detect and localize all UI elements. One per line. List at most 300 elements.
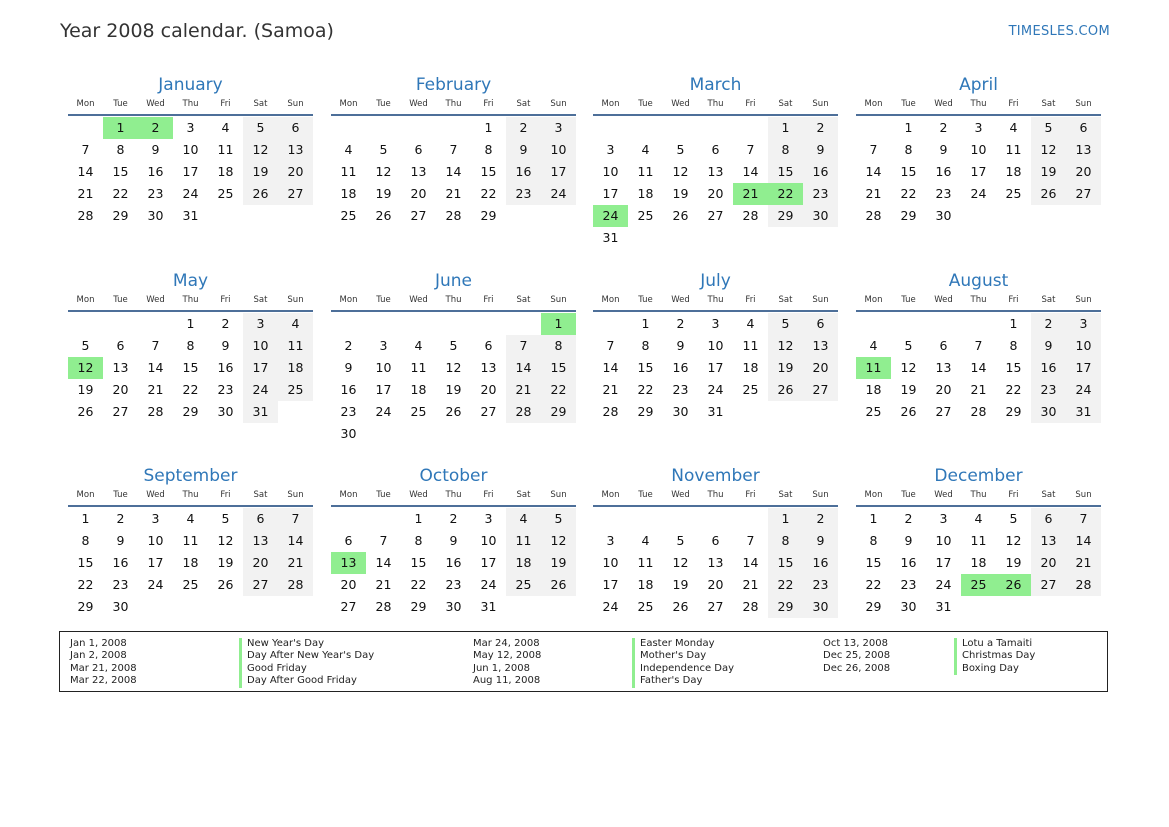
weekday-label: Fri — [220, 295, 231, 305]
day-cell: 21 — [147, 382, 164, 397]
day-cell: 7 — [449, 142, 458, 157]
day-cell: 29 — [112, 208, 129, 223]
empty-cell — [593, 313, 628, 335]
day-cell: 5 — [676, 142, 685, 157]
weekday-label: Fri — [745, 490, 756, 500]
day-cell: 19 — [217, 555, 234, 570]
day-cell: 7 — [869, 142, 878, 157]
day-cell: 1 — [484, 120, 493, 135]
legend-holiday-name: New Year's Day — [239, 638, 374, 650]
day-cell: 14 — [147, 360, 164, 375]
day-cell: 26 — [77, 404, 94, 419]
day-cell: 5 — [81, 338, 90, 353]
day-cell: 1 — [414, 511, 423, 526]
day-cell: 8 — [116, 142, 125, 157]
weekday-label: Mon — [601, 490, 620, 500]
weekday-label: Tue — [113, 99, 128, 109]
empty-cell — [733, 117, 768, 139]
holiday-day-cell: 2 — [138, 117, 173, 139]
day-cell: 28 — [445, 208, 462, 223]
day-grid — [593, 508, 838, 618]
legend-date: Jan 1, 2008 — [70, 638, 127, 649]
day-cell: 27 — [935, 404, 952, 419]
day-cell: 31 — [707, 404, 724, 419]
legend-holiday-name: Father's Day — [632, 675, 734, 687]
day-cell: 30 — [1031, 401, 1066, 423]
day-cell: 20 — [1066, 161, 1101, 183]
day-cell: 30 — [112, 599, 129, 614]
day-cell: 25 — [1005, 186, 1022, 201]
weekday-label: Wed — [146, 295, 165, 305]
day-cell: 9 — [449, 533, 458, 548]
weekday-label: Tue — [638, 99, 653, 109]
weekday-label: Mon — [339, 490, 358, 500]
day-cell: 31 — [602, 230, 619, 245]
day-cell: 17 — [602, 186, 619, 201]
weekday-label: Sun — [812, 295, 829, 305]
day-cell: 10 — [182, 142, 199, 157]
day-cell: 6 — [1031, 508, 1066, 530]
day-cell: 8 — [186, 338, 195, 353]
day-cell: 25 — [278, 379, 313, 401]
month-name: April — [959, 75, 998, 95]
day-cell: 12 — [445, 360, 462, 375]
day-cell: 15 — [1005, 360, 1022, 375]
day-cell: 2 — [506, 117, 541, 139]
day-cell: 24 — [970, 186, 987, 201]
day-cell: 14 — [742, 164, 759, 179]
day-cell: 9 — [221, 338, 230, 353]
day-cell: 8 — [641, 338, 650, 353]
day-cell: 23 — [803, 183, 838, 205]
day-cell: 17 — [182, 164, 199, 179]
weekday-label: Wed — [409, 99, 428, 109]
weekday-label: Thu — [970, 295, 987, 305]
weekday-label: Sat — [253, 490, 268, 500]
day-cell: 3 — [151, 511, 160, 526]
day-cell: 16 — [217, 360, 234, 375]
day-cell: 2 — [803, 508, 838, 530]
day-cell: 6 — [1066, 117, 1101, 139]
day-cell: 11 — [278, 335, 313, 357]
day-cell: 31 — [480, 599, 497, 614]
day-cell: 21 — [1066, 552, 1101, 574]
day-cell: 30 — [803, 596, 838, 618]
day-cell: 6 — [711, 533, 720, 548]
day-cell: 30 — [147, 208, 164, 223]
day-cell: 9 — [939, 142, 948, 157]
empty-cell — [401, 117, 436, 139]
weekday-header — [68, 489, 313, 507]
day-cell: 5 — [1009, 511, 1018, 526]
day-cell: 12 — [900, 360, 917, 375]
day-cell: 9 — [151, 142, 160, 157]
day-cell: 7 — [278, 508, 313, 530]
day-cell: 14 — [970, 360, 987, 375]
day-cell: 25 — [637, 599, 654, 614]
day-cell: 11 — [637, 164, 654, 179]
day-cell: 9 — [116, 533, 125, 548]
day-cell: 3 — [606, 533, 615, 548]
day-cell: 15 — [480, 164, 497, 179]
legend-date: Oct 13, 2008 — [823, 638, 888, 649]
empty-cell — [628, 508, 663, 530]
day-grid — [593, 117, 838, 249]
day-cell: 4 — [746, 316, 755, 331]
day-cell: 8 — [414, 533, 423, 548]
day-cell: 17 — [541, 161, 576, 183]
legend-date: Aug 11, 2008 — [473, 675, 541, 687]
day-grid — [856, 117, 1101, 227]
day-cell: 25 — [217, 186, 234, 201]
day-cell: 14 — [445, 164, 462, 179]
weekday-label: Sun — [812, 99, 829, 109]
day-cell: 10 — [375, 360, 392, 375]
empty-cell — [68, 313, 103, 335]
weekday-label: Sun — [1075, 490, 1092, 500]
day-cell: 17 — [1066, 357, 1101, 379]
day-cell: 19 — [1005, 555, 1022, 570]
day-cell: 4 — [221, 120, 230, 135]
empty-cell — [68, 117, 103, 139]
day-cell: 21 — [375, 577, 392, 592]
day-cell: 22 — [865, 577, 882, 592]
day-cell: 12 — [1031, 139, 1066, 161]
day-cell: 14 — [742, 555, 759, 570]
month-july — [593, 270, 838, 423]
legend-date: Dec 26, 2008 — [823, 662, 891, 674]
day-cell: 23 — [672, 382, 689, 397]
day-cell: 29 — [480, 208, 497, 223]
day-cell: 19 — [77, 382, 94, 397]
day-cell: 8 — [768, 530, 803, 552]
weekday-label: Sat — [778, 295, 793, 305]
day-cell: 18 — [865, 382, 882, 397]
day-cell: 7 — [746, 142, 755, 157]
day-cell: 3 — [606, 142, 615, 157]
day-cell: 27 — [1031, 574, 1066, 596]
day-cell: 14 — [375, 555, 392, 570]
day-cell: 19 — [243, 161, 278, 183]
month-name: June — [434, 271, 473, 291]
weekday-label: Tue — [376, 99, 391, 109]
month-may — [68, 270, 313, 423]
day-cell: 12 — [243, 139, 278, 161]
day-cell: 23 — [1031, 379, 1066, 401]
weekday-label: Mon — [864, 295, 883, 305]
day-cell: 13 — [1031, 530, 1066, 552]
day-cell: 31 — [182, 208, 199, 223]
month-name: July — [700, 271, 731, 291]
day-cell: 3 — [186, 120, 195, 135]
day-cell: 29 — [637, 404, 654, 419]
weekday-label: Sun — [287, 99, 304, 109]
day-cell: 6 — [803, 313, 838, 335]
legend-date: Dec 25, 2008 — [823, 650, 891, 662]
day-cell: 16 — [340, 382, 357, 397]
day-cell: 5 — [379, 142, 388, 157]
legend-date: Mar 24, 2008 — [473, 638, 540, 649]
weekday-label: Thu — [445, 295, 462, 305]
holiday-day-cell: 1 — [541, 313, 576, 335]
day-cell: 23 — [112, 577, 129, 592]
day-cell: 12 — [217, 533, 234, 548]
weekday-label: Mon — [339, 295, 358, 305]
empty-cell — [366, 313, 401, 335]
day-cell: 4 — [344, 142, 353, 157]
day-cell: 20 — [410, 186, 427, 201]
day-grid — [856, 313, 1101, 423]
weekday-label: Sun — [287, 490, 304, 500]
day-cell: 29 — [77, 599, 94, 614]
day-cell: 27 — [803, 379, 838, 401]
day-cell: 10 — [970, 142, 987, 157]
day-cell: 12 — [672, 555, 689, 570]
day-grid — [856, 508, 1101, 618]
day-cell: 26 — [672, 208, 689, 223]
weekday-label: Tue — [638, 295, 653, 305]
day-cell: 16 — [672, 360, 689, 375]
weekday-label: Wed — [934, 99, 953, 109]
weekday-label: Sun — [1075, 295, 1092, 305]
day-cell: 5 — [904, 338, 913, 353]
day-cell: 27 — [1066, 183, 1101, 205]
weekday-label: Tue — [113, 295, 128, 305]
day-cell: 30 — [340, 426, 357, 441]
day-cell: 16 — [803, 552, 838, 574]
day-cell: 23 — [445, 577, 462, 592]
day-cell: 7 — [151, 338, 160, 353]
day-cell: 31 — [935, 599, 952, 614]
legend-dates-col-1 — [70, 638, 137, 688]
day-cell: 28 — [970, 404, 987, 419]
day-cell: 24 — [935, 577, 952, 592]
day-cell: 23 — [506, 183, 541, 205]
day-cell: 16 — [445, 555, 462, 570]
day-cell: 2 — [1031, 313, 1066, 335]
weekday-label: Sat — [253, 295, 268, 305]
day-cell: 11 — [1005, 142, 1022, 157]
day-cell: 18 — [217, 164, 234, 179]
day-cell: 11 — [340, 164, 357, 179]
legend-date: Jun 1, 2008 — [473, 662, 530, 674]
weekday-label: Thu — [445, 490, 462, 500]
day-cell: 18 — [742, 360, 759, 375]
day-cell: 11 — [182, 533, 199, 548]
day-cell: 20 — [480, 382, 497, 397]
day-grid — [331, 313, 576, 445]
weekday-header — [331, 489, 576, 507]
empty-cell — [663, 508, 698, 530]
weekday-label: Mon — [864, 99, 883, 109]
day-cell: 15 — [77, 555, 94, 570]
day-cell: 25 — [637, 208, 654, 223]
day-cell: 7 — [81, 142, 90, 157]
day-cell: 25 — [340, 208, 357, 223]
day-cell: 10 — [147, 533, 164, 548]
holiday-day-cell: 26 — [996, 574, 1031, 596]
empty-cell — [471, 313, 506, 335]
day-cell: 28 — [602, 404, 619, 419]
day-cell: 2 — [803, 117, 838, 139]
day-cell: 19 — [445, 382, 462, 397]
day-cell: 16 — [1031, 357, 1066, 379]
legend-names-col-1 — [239, 638, 374, 688]
day-cell: 19 — [672, 577, 689, 592]
empty-cell — [436, 117, 471, 139]
day-cell: 19 — [541, 552, 576, 574]
day-cell: 4 — [278, 313, 313, 335]
day-cell: 5 — [221, 511, 230, 526]
day-cell: 8 — [768, 139, 803, 161]
day-cell: 25 — [182, 577, 199, 592]
day-cell: 18 — [1005, 164, 1022, 179]
day-cell: 13 — [707, 555, 724, 570]
day-cell: 17 — [375, 382, 392, 397]
day-cell: 2 — [676, 316, 685, 331]
weekday-label: Wed — [146, 490, 165, 500]
weekday-label: Sat — [1041, 490, 1056, 500]
day-cell: 6 — [344, 533, 353, 548]
day-cell: 1 — [904, 120, 913, 135]
day-grid — [593, 313, 838, 423]
weekday-label: Thu — [707, 99, 724, 109]
day-cell: 16 — [803, 161, 838, 183]
day-cell: 15 — [410, 555, 427, 570]
day-cell: 12 — [1005, 533, 1022, 548]
day-cell: 20 — [803, 357, 838, 379]
day-cell: 24 — [707, 382, 724, 397]
day-cell: 21 — [506, 379, 541, 401]
day-cell: 4 — [974, 511, 983, 526]
day-cell: 15 — [768, 552, 803, 574]
empty-cell — [593, 508, 628, 530]
legend-holiday-name: Mother's Day — [632, 650, 734, 662]
empty-cell — [891, 313, 926, 335]
weekday-label: Mon — [76, 295, 95, 305]
empty-cell — [506, 313, 541, 335]
day-cell: 29 — [768, 596, 803, 618]
day-cell: 14 — [1066, 530, 1101, 552]
day-cell: 5 — [243, 117, 278, 139]
weekday-label: Thu — [970, 99, 987, 109]
day-cell: 28 — [1066, 574, 1101, 596]
weekday-label: Mon — [864, 490, 883, 500]
day-cell: 21 — [970, 382, 987, 397]
day-cell: 6 — [116, 338, 125, 353]
weekday-label: Mon — [601, 99, 620, 109]
day-cell: 9 — [803, 139, 838, 161]
day-cell: 24 — [375, 404, 392, 419]
day-cell: 30 — [217, 404, 234, 419]
day-cell: 9 — [506, 139, 541, 161]
day-cell: 6 — [278, 117, 313, 139]
empty-cell — [961, 313, 996, 335]
day-cell: 27 — [707, 599, 724, 614]
day-cell: 5 — [541, 508, 576, 530]
day-cell: 18 — [340, 186, 357, 201]
day-cell: 20 — [707, 186, 724, 201]
day-cell: 2 — [904, 511, 913, 526]
legend-holiday-name: Lotu a Tamaiti — [954, 638, 1035, 650]
day-cell: 1 — [81, 511, 90, 526]
day-cell: 26 — [672, 599, 689, 614]
day-cell: 27 — [410, 208, 427, 223]
day-cell: 21 — [445, 186, 462, 201]
day-cell: 21 — [742, 577, 759, 592]
day-cell: 6 — [711, 142, 720, 157]
day-cell: 24 — [480, 577, 497, 592]
legend-date: May 12, 2008 — [473, 650, 542, 662]
day-cell: 26 — [445, 404, 462, 419]
weekday-header — [331, 294, 576, 312]
empty-cell — [331, 508, 366, 530]
day-cell: 20 — [340, 577, 357, 592]
site-link[interactable]: TIMESLES.COM — [1008, 24, 1110, 39]
day-cell: 8 — [81, 533, 90, 548]
day-cell: 27 — [243, 574, 278, 596]
day-cell: 11 — [970, 533, 987, 548]
day-cell: 27 — [278, 183, 313, 205]
day-cell: 10 — [602, 555, 619, 570]
day-cell: 8 — [869, 533, 878, 548]
weekday-header — [856, 489, 1101, 507]
day-cell: 9 — [803, 530, 838, 552]
empty-cell — [856, 117, 891, 139]
day-cell: 11 — [217, 142, 234, 157]
day-cell: 22 — [541, 379, 576, 401]
weekday-label: Sat — [516, 490, 531, 500]
weekday-label: Sun — [1075, 99, 1092, 109]
day-cell: 16 — [112, 555, 129, 570]
legend-holiday-name: Christmas Day — [954, 650, 1035, 662]
day-cell: 20 — [278, 161, 313, 183]
day-cell: 15 — [182, 360, 199, 375]
day-cell: 19 — [1031, 161, 1066, 183]
day-cell: 17 — [480, 555, 497, 570]
day-cell: 25 — [742, 382, 759, 397]
empty-cell — [366, 117, 401, 139]
day-cell: 3 — [243, 313, 278, 335]
weekday-label: Mon — [76, 490, 95, 500]
weekday-label: Thu — [707, 295, 724, 305]
day-cell: 10 — [935, 533, 952, 548]
holiday-day-cell: 13 — [331, 552, 366, 574]
day-cell: 17 — [707, 360, 724, 375]
day-cell: 31 — [243, 401, 278, 423]
day-cell: 14 — [865, 164, 882, 179]
day-cell: 21 — [77, 186, 94, 201]
day-cell: 3 — [1066, 313, 1101, 335]
weekday-label: Mon — [339, 99, 358, 109]
day-cell: 24 — [243, 379, 278, 401]
day-cell: 24 — [1066, 379, 1101, 401]
day-cell: 2 — [939, 120, 948, 135]
day-cell: 2 — [344, 338, 353, 353]
day-cell: 26 — [375, 208, 392, 223]
weekday-header — [68, 294, 313, 312]
day-cell: 30 — [900, 599, 917, 614]
day-cell: 3 — [379, 338, 388, 353]
day-cell: 23 — [147, 186, 164, 201]
day-cell: 4 — [1009, 120, 1018, 135]
day-cell: 28 — [375, 599, 392, 614]
weekday-label: Fri — [483, 295, 494, 305]
day-cell: 3 — [939, 511, 948, 526]
empty-cell — [733, 508, 768, 530]
day-cell: 18 — [637, 577, 654, 592]
legend-holiday-name: Day After New Year's Day — [239, 650, 374, 662]
